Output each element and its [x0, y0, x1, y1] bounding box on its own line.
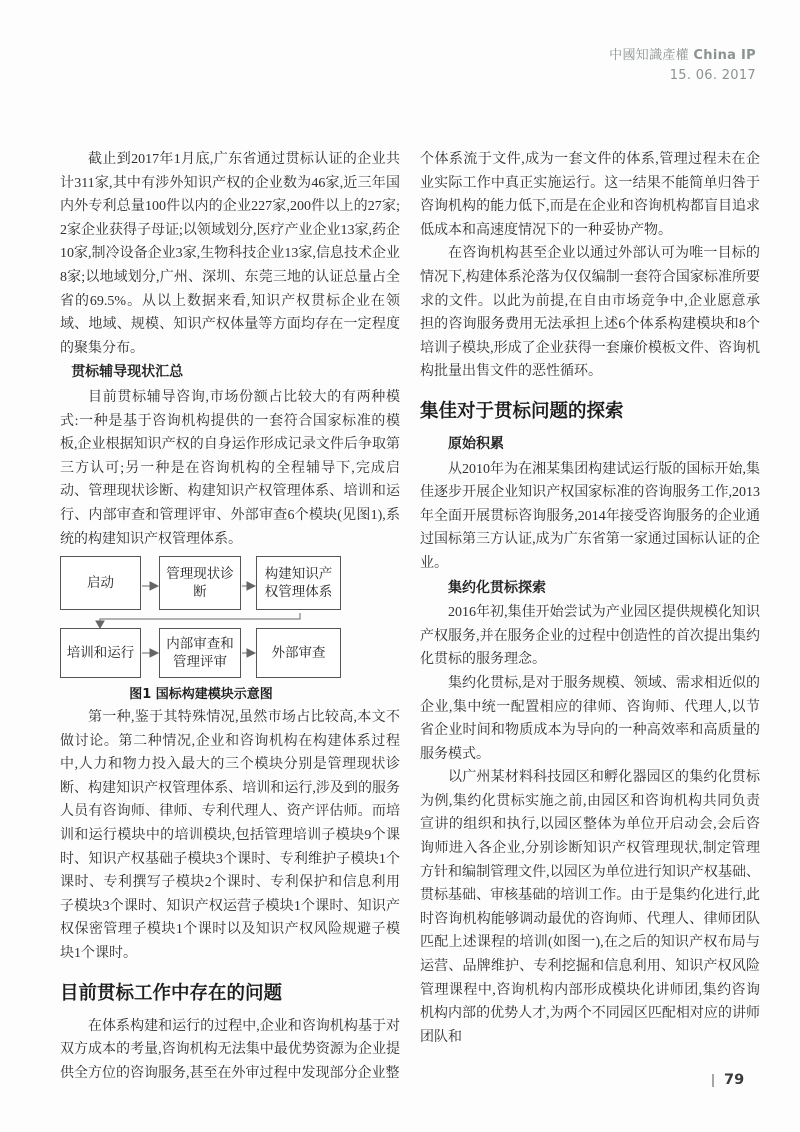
page-header — [609, 46, 756, 86]
paragraph-premise: 在咨询机构甚至企业以通过外部认可为唯一目标的情况下,构建体系沦落为仅仅编制一套符合国家标准所要求的文件。以此为前提,在自由市场竞争中,企业愿意承担的咨询服务费用无法承担上述6个体系构建模块和8个培训子模块,形成了企业获得一套廉价模板文件、咨询机构批量出售文件的恶性循环。 — [420, 246, 760, 380]
page-number — [712, 1072, 744, 1088]
issue-date: 15. 06. 2017 — [669, 68, 756, 83]
paragraph-intensive-2: 集约化贯标,是对于服务规模、领域、需求相近似的企业,集中统一配置相应的律师、咨询师、代理人,以节省企业时间和物质成本为导向的一种高效率和高质量的服务模式。 — [420, 675, 760, 762]
left-column — [60, 148, 400, 1085]
magazine-title — [609, 46, 756, 66]
magazine-title-cn: 中國知識產權 — [609, 48, 689, 63]
paragraph-case: 以广州某材料科技园区和孵化器园区的集约化贯标为例,集约化贯标实施之前,由园区和咨询机构共同负责宣讲的组织和执行,以园区整体为单位开启动会,会后咨询师进入各企业,分别诊断知识产权管理现状,制定管理方针和编制管理文件,以园区为单位进行知识产权基础、贯标基础、审核基础的培训工作。由于是集约化进行,此时咨询机构能够调动最优的咨询师、代理人、律师团队匹配上述课程的培训(如图一),在之后的知识产权布局与运营、品牌维护、专利挖掘和信息利用、知识产权风险管理课程中,咨询机构内部形成模块化讲师团,集约咨询机构内部的优势人才,为两个不同园区匹配相对应的讲师团队和 — [420, 770, 760, 1045]
paragraph-problems: 在体系构建和运行的过程中,企业和咨询机构基于对双方成本的考量,咨询机构无法集中最优势资源为企业提供全方位的咨询服务,甚至在外审过程中发现部分企业整 — [60, 1018, 400, 1081]
paragraph-continuation: 个体系流于文件,成为一套文件的体系,管理过程未在企业实际工作中真正实施运行。这一结果不能简单归咎于咨询机构的能力低下,而是在企业和咨询机构都盲目追求低成本和高速度情况下的一种妥协产物。 — [420, 152, 760, 238]
flowchart-figure — [60, 556, 342, 703]
flowchart-box-internal-audit: 内部审查和管理评审 — [159, 628, 241, 678]
paragraph-intensive-1: 2016年初,集佳开始尝试为产业园区提供规模化知识产权服务,并在服务企业的过程中创造性的首次提出集约化贯标的服务理念。 — [420, 605, 760, 668]
subheading-intensive: 集约化贯标探索 — [448, 579, 546, 596]
subheading-status: 贯标辅导现状汇总 — [71, 364, 184, 381]
subheading-accumulation: 原始积累 — [448, 435, 504, 452]
paragraph-status: 目前贯标辅导咨询,市场份额占比较大的有两种模式:一种是基于咨询机构提供的一套符合国家标准的模板,企业根据知识产权的自身运作形成记录文件后争取第三方认可;另一种是在咨询机构的全程辅导下,完成启动、管理现状诊断、构建知识产权管理体系、培训和运行、内部审查和管理评审、外部审查6个模块(见图1),系统的构建知识产权管理体系。 — [60, 389, 400, 547]
paragraph-modes: 第一种,鉴于其特殊情况,虽然市场占比较高,本文不做讨论。第二种情况,企业和咨询机构在构建体系过程中,人力和物力投入最大的三个模块分别是管理现状诊断、构建知识产权管理体系、培训和运行,涉及到的服务人员有咨询师、律师、专利代理人、资产评估师。而培训和运行模块中的培训模块,包括管理培训子模块9个课时、知识产权基础子模块3个课时、专利维护子模块1个课时、专利撰写子模块2个课时、专利保护和信息利用子模块3个课时、知识产权运营子模块1个课时、知识产权保密管理子模块1个课时以及知识产权风险规避子模块1个课时。 — [60, 710, 400, 962]
paragraph-intro: 截止到2017年1月底,广东省通过贯标认证的企业共计311家,其中有涉外知识产权的企业数为46家,近三年国内外专利总量100件以内的企业227家,200件以上的27家; 2家企业获得子母证;以领域划分,医疗产业企业13家,药企10家,制冷设备企业3家,生物科技企业13家,信息技术企业8家;以地域划分,广州、深圳、东莞三地的认证总量占全省的69.5%。从以上数据来看,知识产权贯标企业在领域、地域、规模、知识产权体量等方面均存在一定程度的聚集分布。 — [60, 152, 400, 356]
figure-caption: 图1 国标构建模块示意图 — [129, 687, 273, 703]
flowchart-box-external-audit: 外部审查 — [256, 628, 341, 678]
paragraph-accumulation: 从2010年为在湘某集团构建试运行版的国标开始,集佳逐步开展企业知识产权国家标准的咨询服务工作,2013年全面开展贯标咨询服务,2014年接受咨询服务的企业通过国标第三方认证,成为广东省第一家通过国标认证的企业。 — [420, 461, 760, 571]
flowchart-box-start: 启动 — [60, 556, 141, 610]
right-column — [420, 148, 760, 1049]
section-heading-exploration: 集佳对于贯标问题的探索 — [420, 400, 624, 422]
magazine-title-en: China IP — [693, 48, 756, 63]
section-heading-problems: 目前贯标工作中存在的问题 — [60, 982, 283, 1004]
flowchart-box-diagnosis: 管理现状诊断 — [159, 556, 241, 610]
flowchart-box-build-system: 构建知识产权管理体系 — [256, 556, 341, 610]
page-number-value: 79 — [724, 1072, 745, 1088]
flowchart-box-training: 培训和运行 — [60, 628, 141, 678]
page-number-divider — [712, 1074, 714, 1087]
